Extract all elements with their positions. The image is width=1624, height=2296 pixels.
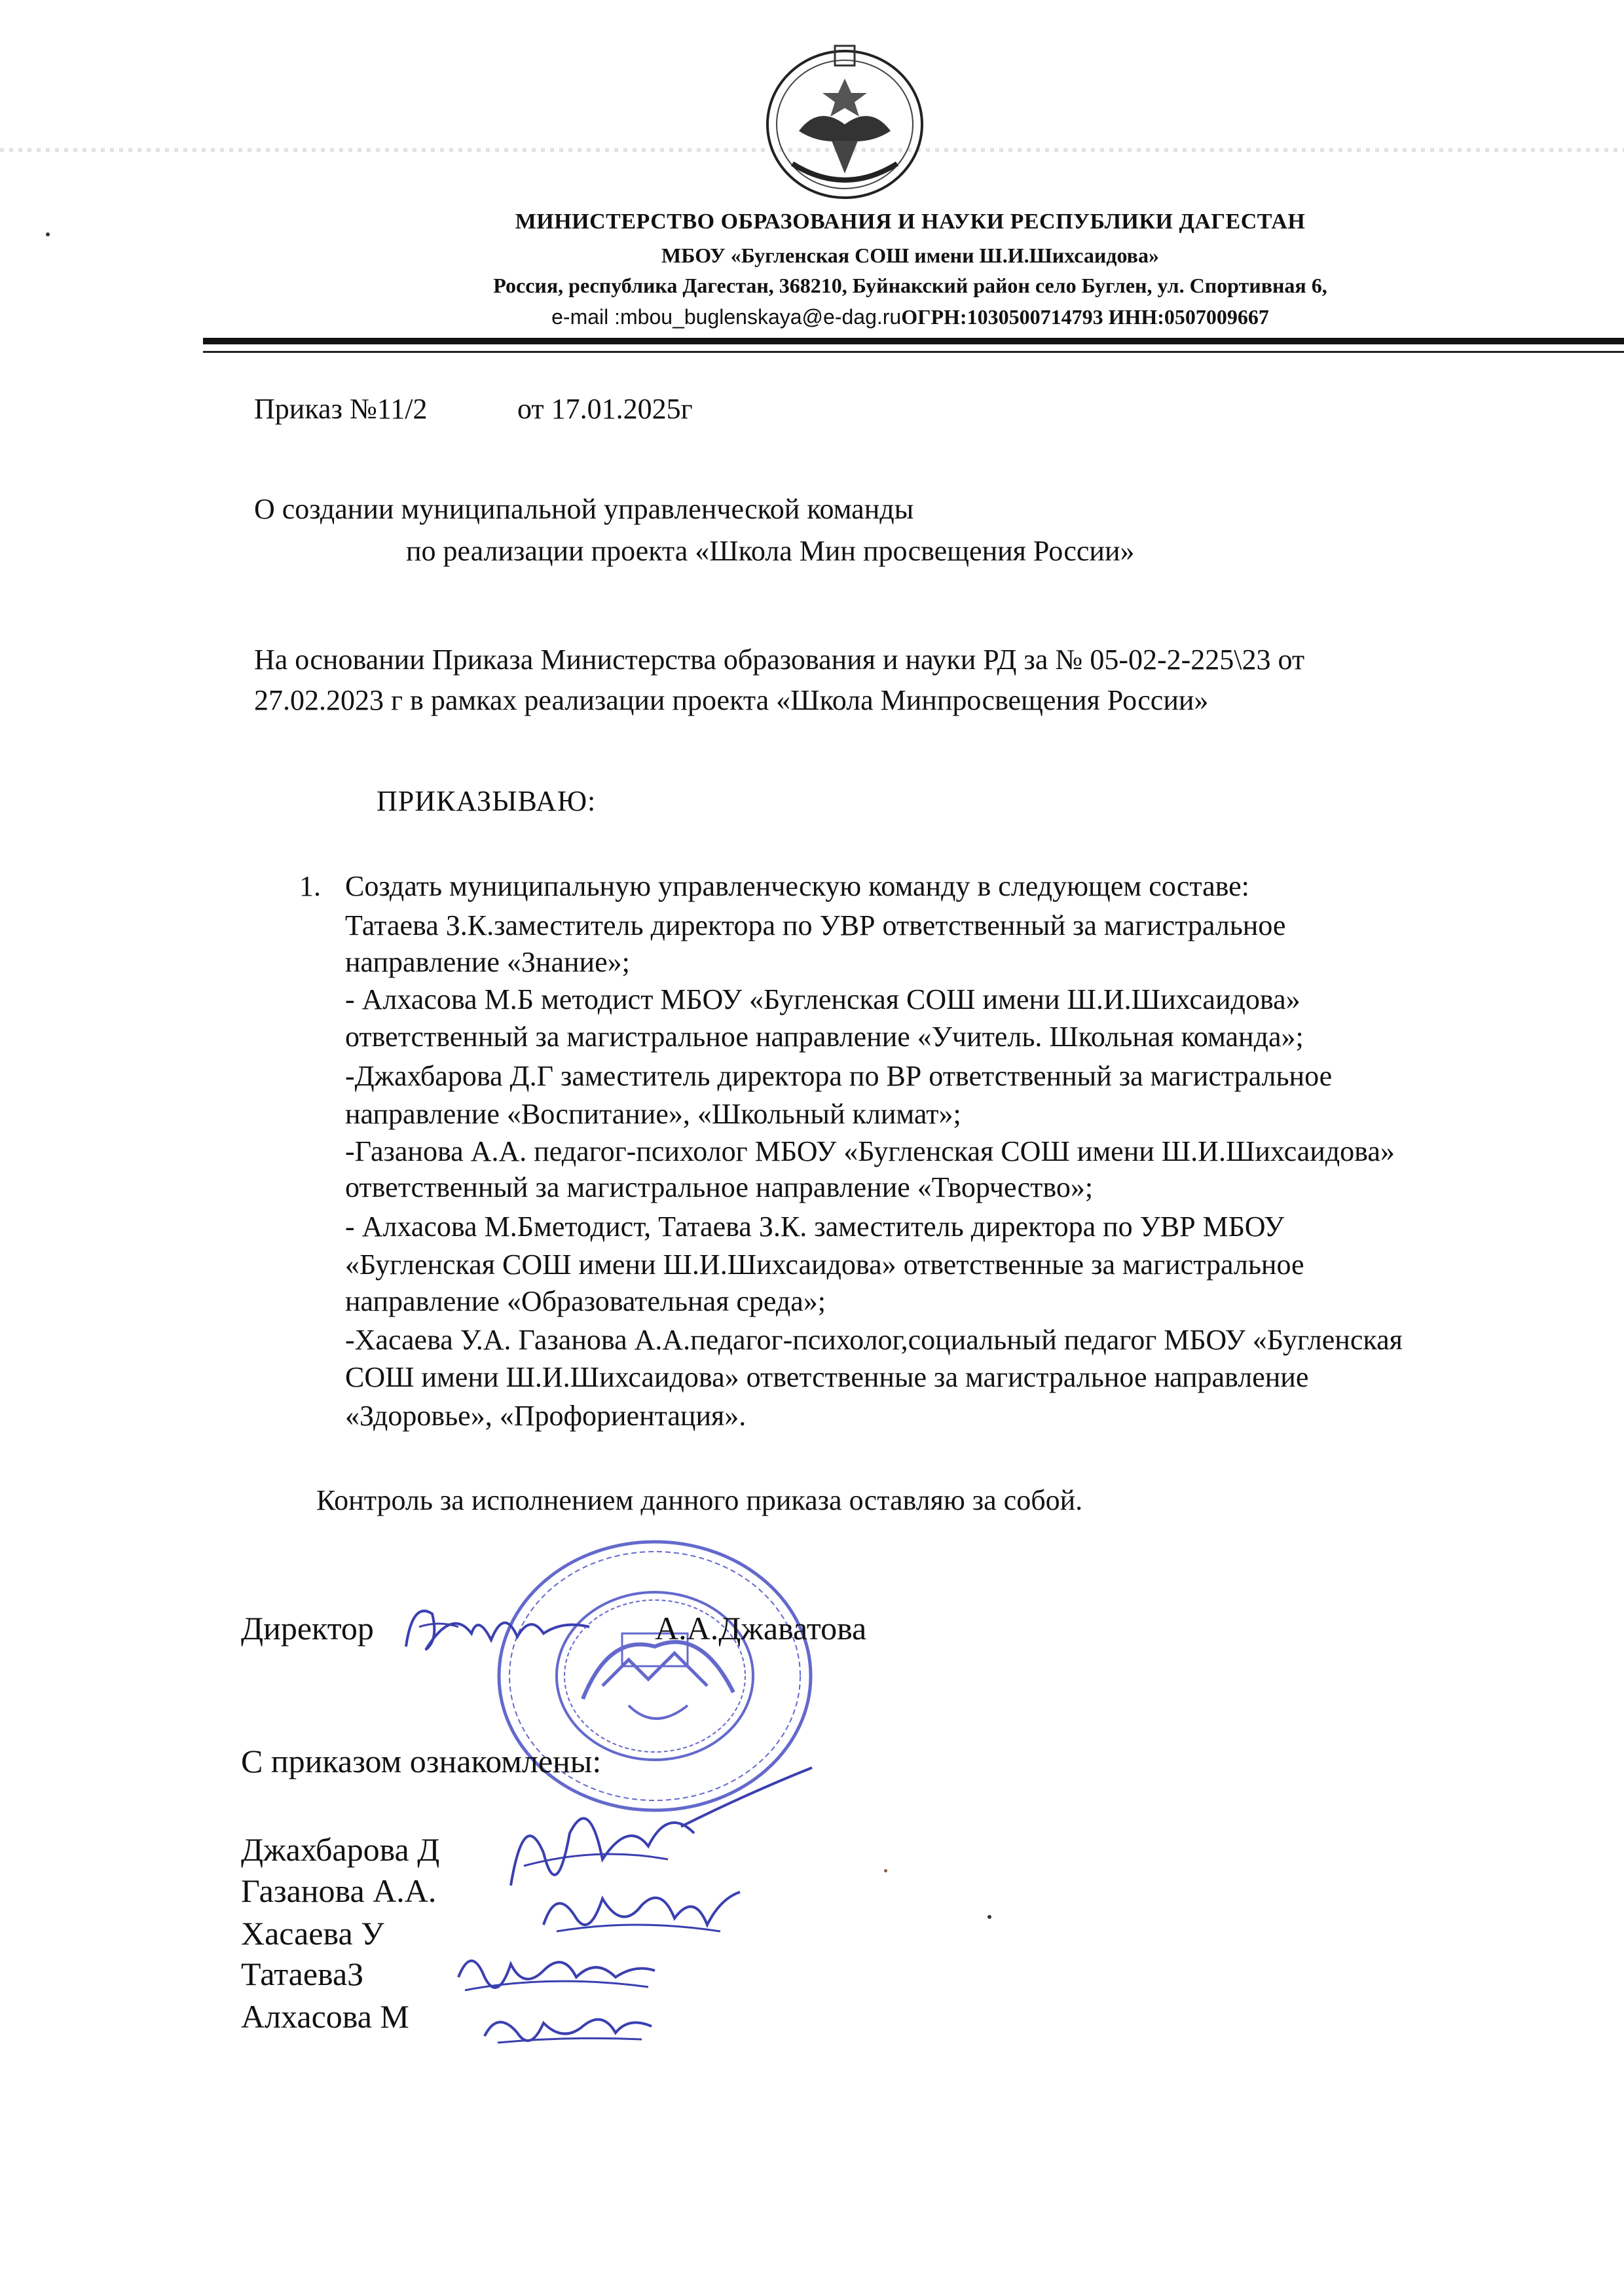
ministry-name: МИНИСТЕРСТВО ОБРАЗОВАНИЯ И НАУКИ РЕСПУБЛИКИ ДАГЕСТАН <box>515 210 1306 234</box>
acquainted-person: ТатаеваЗ <box>241 1956 364 1992</box>
item-line: -Джахбарова Д.Г заместитель директора по ВР ответственный за магистральное <box>345 1060 1333 1092</box>
registry-numbers: ОГРН:1030500714793 ИНН:0507009667 <box>901 305 1269 329</box>
email-text: e-mail :mbou_buglenskaya@e-dag.ru <box>551 305 902 329</box>
coat-of-arms-emblem <box>753 33 936 203</box>
school-address: Россия, республика Дагестан, 368210, Буйнакский район село Буглен, ул. Спортивная 6, <box>493 274 1327 297</box>
acquainted-person: Джахбарова Д <box>241 1831 440 1868</box>
director-signature <box>399 1588 596 1666</box>
header-rule-thick <box>203 338 1624 344</box>
acquaintance-signature-4 <box>478 1997 655 2062</box>
item-line: «Бугленская СОШ имени Ш.И.Шихсаидова» ответственные за магистральное <box>345 1248 1304 1281</box>
order-subject-line-1: О создании муниципальной управленческой команды <box>254 493 914 525</box>
director-title: Директор <box>241 1610 374 1647</box>
item-line: -Хасаева У.А. Газанова А.А.педагог-психолог,социальный педагог МБОУ «Бугленская <box>345 1324 1403 1356</box>
item-line: - Алхасова М.Бметодист, Татаева З.К. заместитель директора по УВР МБОУ <box>345 1211 1285 1243</box>
item-line: направление «Воспитание», «Школьный климат»; <box>345 1098 961 1130</box>
item-line: - Алхасова М.Б методист МБОУ «Бугленская СОШ имени Ш.И.Шихсаидова» <box>345 983 1301 1015</box>
order-basis-line-1: На основании Приказа Министерства образования и науки РД за № 05-02-2-225\23 от <box>254 644 1305 676</box>
acquainted-label: С приказом ознакомлены: <box>241 1743 602 1779</box>
item-line: «Здоровье», «Профориентация». <box>345 1400 747 1432</box>
control-statement: Контроль за исполнением данного приказа оставляю за собой. <box>316 1484 1083 1516</box>
item-number: 1. <box>299 870 321 902</box>
item-line: направление «Образовательная среда»; <box>345 1285 826 1317</box>
school-name: МБОУ «Бугленская СОШ имени Ш.И.Шихсаидова» <box>661 244 1159 267</box>
order-word: ПРИКАЗЫВАЮ: <box>377 785 597 817</box>
scan-speck <box>46 232 50 236</box>
order-basis-line-2: 27.02.2023 г в рамках реализации проекта «Школа Минпросвещения России» <box>254 684 1209 716</box>
acquainted-person: Алхасова М <box>241 1998 409 2035</box>
item-line: -Газанова А.А. педагог-психолог МБОУ «Бугленская СОШ имени Ш.И.Шихсаидова» <box>345 1135 1395 1167</box>
header-rule-thin <box>203 351 1624 353</box>
scan-speck <box>884 1869 887 1872</box>
order-date: от 17.01.2025г <box>517 393 693 425</box>
order-subject-line-2: по реализации проекта «Школа Мин просвещения России» <box>406 535 1135 567</box>
contact-line <box>196 305 1624 329</box>
item-line: ответственный за магистральное направление «Творчество»; <box>345 1171 1094 1203</box>
director-name: А.А.Джаватова <box>655 1610 867 1647</box>
item-line: направление «Знание»; <box>345 946 630 978</box>
item-line: Татаева З.К.заместитель директора по УВР ответственный за магистральное <box>345 909 1286 941</box>
acquainted-person: Хасаева У <box>241 1915 384 1952</box>
item-line: СОШ имени Ш.И.Шихсаидова» ответственные за магистральное направление <box>345 1361 1309 1393</box>
acquainted-person: Газанова А.А. <box>241 1872 437 1909</box>
item-line: ответственный за магистральное направление «Учитель. Школьная команда»; <box>345 1021 1304 1053</box>
item-line: Создать муниципальную управленческую команду в следующем составе: <box>345 870 1249 902</box>
scan-speck <box>987 1915 991 1919</box>
order-number: Приказ №11/2 <box>254 393 428 425</box>
